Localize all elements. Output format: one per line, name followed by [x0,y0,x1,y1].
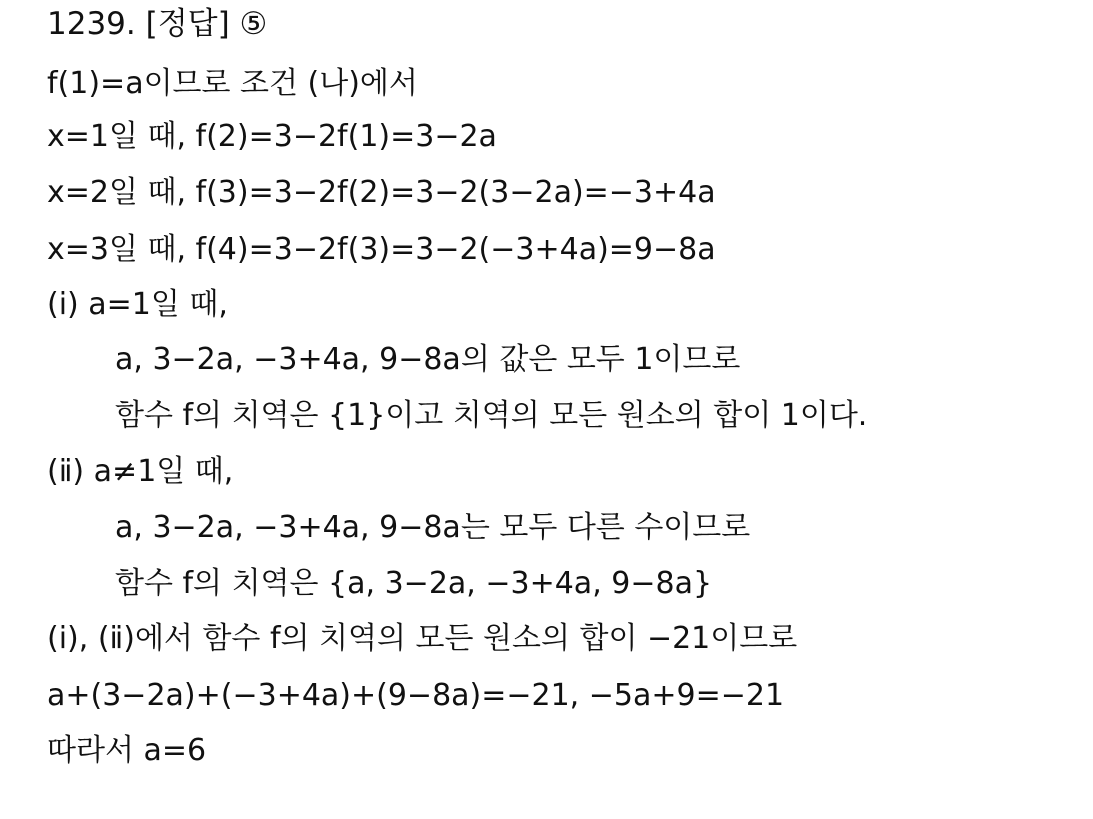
solution-line-x3: x=3일 때, f(4)=3−2f(3)=3−2(−3+4a)=9−8a [47,232,716,267]
solution-line-x1: x=1일 때, f(2)=3−2f(1)=3−2a [47,119,497,154]
case-2-heading: (ⅱ) a≠1일 때, [47,454,234,489]
solution-line-x2: x=2일 때, f(3)=3−2f(2)=3−2(3−2a)=−3+4a [47,175,716,210]
case-2-line-values: a, 3−2a, −3+4a, 9−8a는 모두 다른 수이므로 [115,510,751,545]
case-1-line-values: a, 3−2a, −3+4a, 9−8a의 값은 모두 1이므로 [115,342,741,377]
case-2-line-range: 함수 f의 치역은 {a, 3−2a, −3+4a, 9−8a} [115,566,713,601]
problem-header: 1239. [정답] ⑤ [47,6,268,42]
conclusion-line: 따라서 a=6 [47,733,207,768]
case-1-line-range: 함수 f의 치역은 {1}이고 치역의 모든 원소의 합이 1이다. [115,398,868,433]
case-1-heading: (ⅰ) a=1일 때, [47,287,228,322]
solution-line-condition: f(1)=a이므로 조건 (나)에서 [47,66,418,101]
sum-equation-line: a+(3−2a)+(−3+4a)+(9−8a)=−21, −5a+9=−21 [47,678,785,713]
combined-cases-line: (ⅰ), (ⅱ)에서 함수 f의 치역의 모든 원소의 합이 −21이므로 [47,621,798,656]
